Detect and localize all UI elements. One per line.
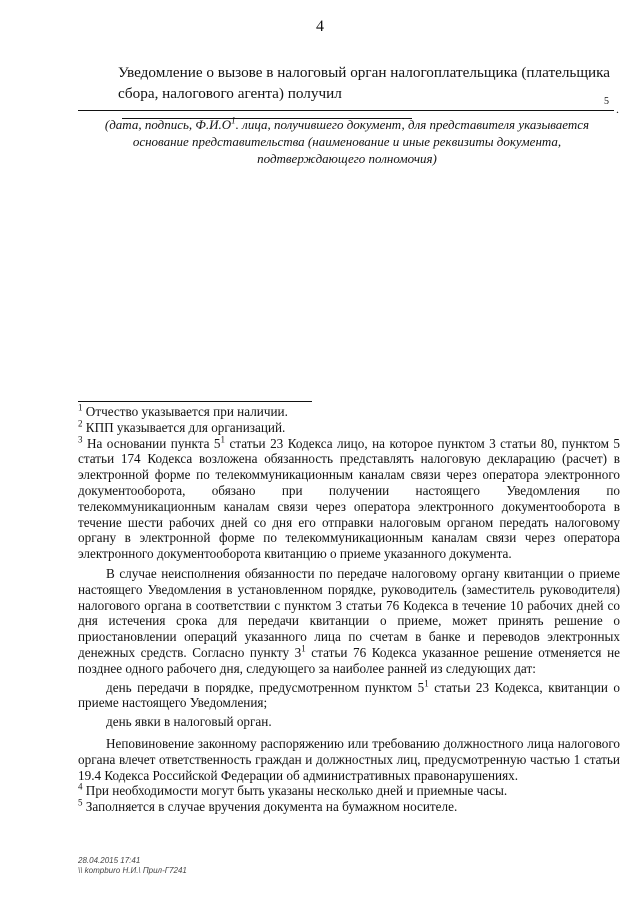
footnote-5 <box>78 799 620 815</box>
notice-received-text: Уведомление о вызове в налоговый орган налогоплательщика (плательщика сбора, налогового агента) получил <box>118 64 611 102</box>
noncompliance-paragraph: Неповиновение законному распоряжению или требованию должностного лица налогового органа влечет ответственность граждан и должностных лиц, предусмотренную частью 1 статьи 19.4 Кодекса Российской Федерации об административных правонарушениях. <box>78 735 620 783</box>
day-visit-paragraph: день явки в налоговый орган. <box>106 714 272 730</box>
footnote-mark: 1 <box>78 402 83 413</box>
paragraph-text: день передачи в порядке, предусмотренном пунктом 5 <box>106 679 425 695</box>
footnote-mark: 4 <box>78 781 83 792</box>
caption-sup: 1 <box>231 115 236 126</box>
footnote-1 <box>78 404 620 420</box>
footnote-text: На основании пункта 5 <box>82 435 221 451</box>
failure-paragraph <box>78 566 620 677</box>
footnote-mark: 3 <box>78 434 83 445</box>
title-footnote-mark: 5 <box>604 96 609 107</box>
footnote-text: При необходимости могут быть указаны несколько дней и приемные часы. <box>82 783 508 799</box>
second-underline <box>78 110 614 111</box>
print-stamp <box>78 856 187 876</box>
caption-part1: (дата, подпись, Ф.И.О <box>104 117 232 132</box>
footnote-mark: 2 <box>78 418 83 429</box>
article-sup: 1 <box>424 678 429 689</box>
footnote-3 <box>78 436 620 562</box>
footnote-text: Заполняется в случае вручения документа на бумажном носителе. <box>82 799 458 815</box>
footnote-4 <box>78 783 620 799</box>
footnote-text: статьи 23 Кодекса лицо, на которое пунктом 3 статьи 80, пунктом 5 статьи 174 Кодекса возложена обязанность представлять налоговую декларацию (расчет) в электронной форме по телекоммуникационным каналам связи через оператора электронного документооборота, обязано при получении настоящего Уведомления по телекоммуникационным каналам связи через оператора электронного документооборота в течение шести рабочих дней со дня его отправки налоговым органом передать налоговому органу в электронной форме по телекоммуникационным каналам связи через оператора электронного документооборота квитанцию о приеме указанного документа. <box>78 435 620 562</box>
signature-caption <box>78 116 616 167</box>
line-end-dot: . <box>616 102 619 116</box>
footnote-text: Отчество указывается при наличии. <box>82 404 288 419</box>
stamp-datetime: 28.04.2015 17:41 <box>78 856 141 865</box>
footnotes <box>78 404 620 815</box>
article-sup: 1 <box>220 434 226 445</box>
article-sup: 1 <box>301 643 306 654</box>
paragraph-text: статьи 23 Кодекса, квитанции о приеме настоящего Уведомления; <box>78 679 620 711</box>
page-number: 4 <box>316 18 324 35</box>
caption-part2: . лица, получившего документ, для представителя указывается основание представительства (наименование и иные реквизиты документа, подтверждающего полномочия) <box>132 117 590 166</box>
day-transfer-paragraph <box>78 680 620 712</box>
footnote-mark: 5 <box>78 797 83 808</box>
stamp-path: \\ kompburo Н.И.\ Прил-Г7241 <box>78 866 187 875</box>
paragraph-text: статьи 76 Кодекса указанное решение отменяется не позднее одного рабочего дня, следующего за наиболее ранней из следующих дат: <box>78 644 620 676</box>
footnote-text: КПП указывается для организаций. <box>82 419 286 435</box>
footnote-2 <box>78 420 620 436</box>
footnote-separator <box>78 401 312 402</box>
paragraph-text: В случае неисполнения обязанности по передаче налоговому органу квитанции о приеме настоящего Уведомления в установленном порядке, руководитель (заместитель руководителя) налогового органа в соответствии с пунктом 3 статьи 76 Кодекса в течение 10 рабочих дней со дня истечения срока для передачи квитанции о приеме, может принять решение о приостановлении операций указанного лица по счетам в банке и переводов электронных денежных средств. Согласно пункту 3 <box>78 565 620 660</box>
